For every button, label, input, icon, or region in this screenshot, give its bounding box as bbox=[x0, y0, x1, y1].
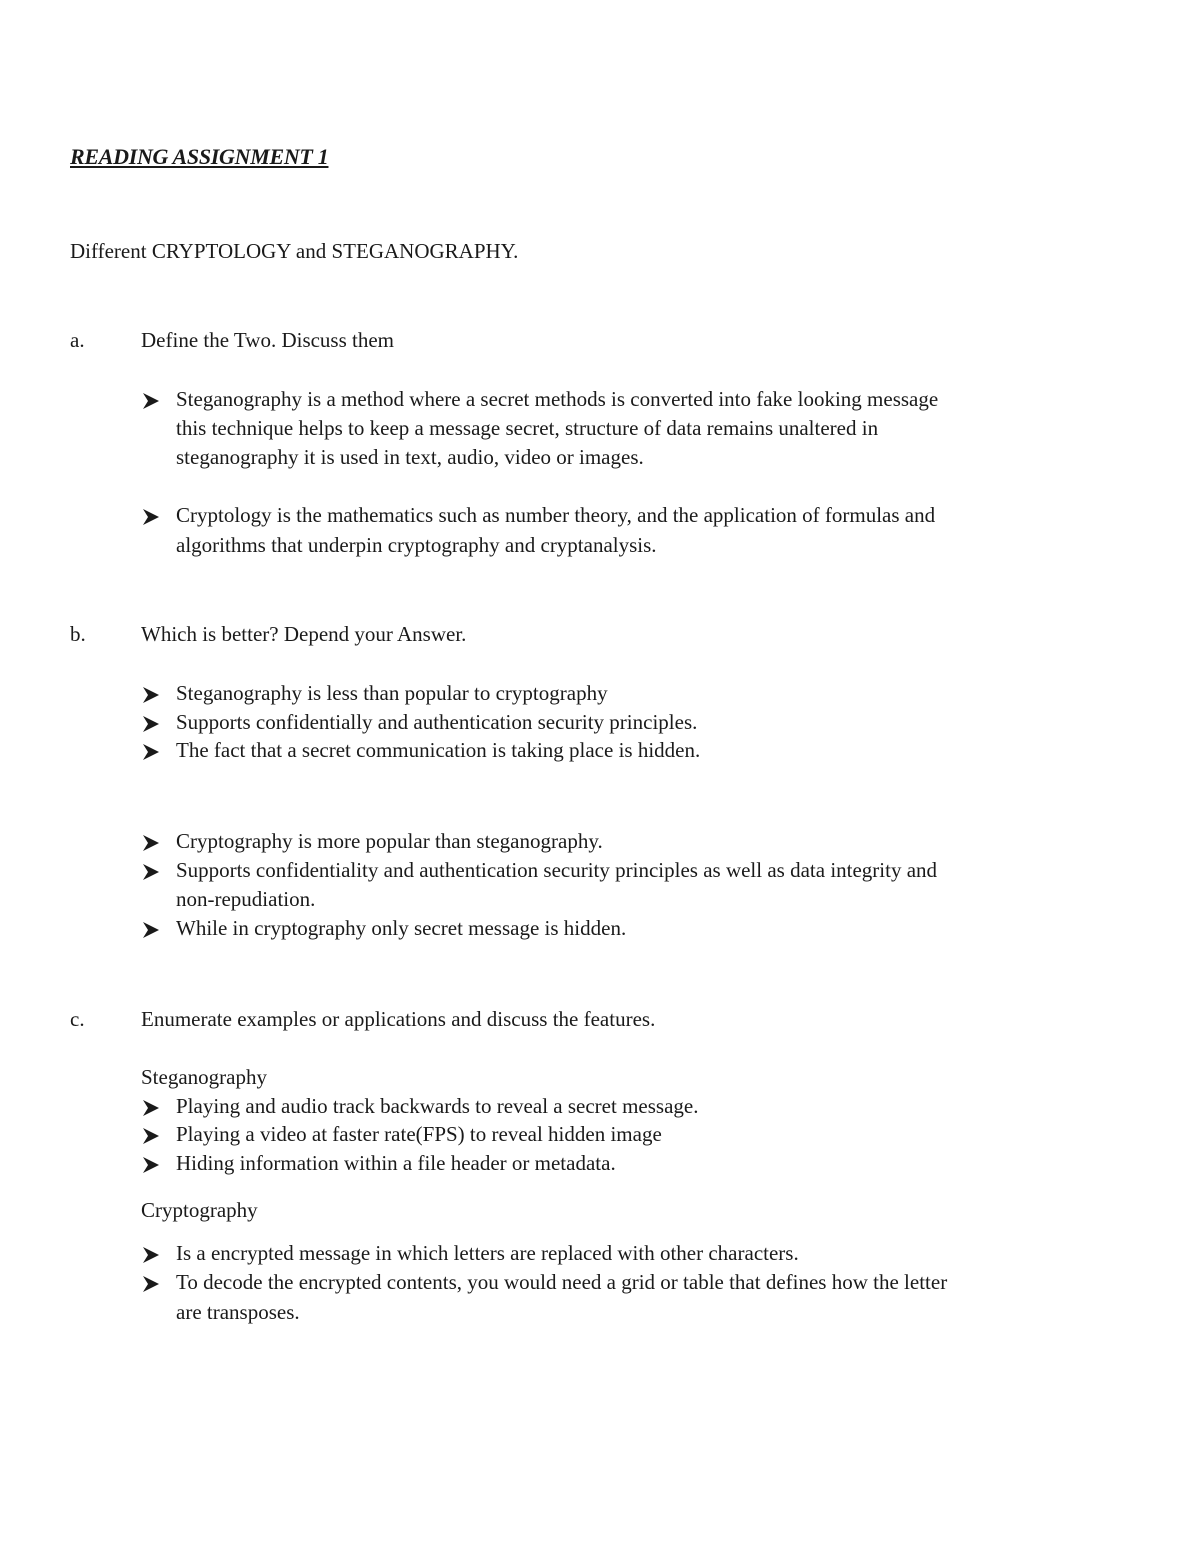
steganography-label: Steganography bbox=[141, 1065, 267, 1089]
arrowhead-bullet-icon bbox=[141, 507, 161, 527]
bullet-line: Cryptography is more popular than steganography. bbox=[176, 829, 603, 853]
arrowhead-bullet-icon bbox=[141, 1098, 161, 1118]
arrowhead-bullet-icon bbox=[141, 1126, 161, 1146]
bullet-line: Steganography is a method where a secret methods is converted into fake looking message bbox=[176, 387, 939, 411]
arrowhead-bullet-icon bbox=[141, 1245, 161, 1265]
arrowhead-bullet-icon bbox=[141, 714, 161, 734]
bullet-line: are transposes. bbox=[176, 1300, 300, 1324]
bullet-line: Playing a video at faster rate(FPS) to reveal hidden image bbox=[176, 1122, 662, 1146]
bullet-line: Playing and audio track backwards to reveal a secret message. bbox=[176, 1094, 699, 1118]
bullet-line: Steganography is less than popular to cryptography bbox=[176, 681, 608, 705]
bullet-line: To decode the encrypted contents, you would need a grid or table that defines how the letter bbox=[176, 1270, 948, 1294]
bullet-line: this technique helps to keep a message secret, structure of data remains unaltered in bbox=[176, 416, 879, 440]
section-a-marker: a. bbox=[70, 328, 85, 352]
document-subtitle: Different CRYPTOLOGY and STEGANOGRAPHY. bbox=[70, 239, 519, 263]
arrowhead-bullet-icon bbox=[141, 920, 161, 940]
arrowhead-bullet-icon bbox=[141, 391, 161, 411]
section-b-marker: b. bbox=[70, 622, 86, 646]
arrowhead-bullet-icon bbox=[141, 1274, 161, 1294]
arrowhead-bullet-icon bbox=[141, 1155, 161, 1175]
document-title: READING ASSIGNMENT 1 bbox=[70, 144, 329, 169]
bullet-line: non-repudiation. bbox=[176, 887, 316, 911]
section-c-marker: c. bbox=[70, 1007, 85, 1031]
bullet-line: While in cryptography only secret message is hidden. bbox=[176, 916, 627, 940]
bullet-line: The fact that a secret communication is taking place is hidden. bbox=[176, 738, 701, 762]
bullet-line: Supports confidentiality and authentication security principles as well as data integrity and bbox=[176, 858, 938, 882]
cryptography-label: Cryptography bbox=[141, 1198, 258, 1222]
arrowhead-bullet-icon bbox=[141, 862, 161, 882]
bullet-line: Hiding information within a file header or metadata. bbox=[176, 1151, 616, 1175]
bullet-line: algorithms that underpin cryptography and cryptanalysis. bbox=[176, 533, 657, 557]
arrowhead-bullet-icon bbox=[141, 742, 161, 762]
bullet-line: Is a encrypted message in which letters are replaced with other characters. bbox=[176, 1241, 799, 1265]
arrowhead-bullet-icon bbox=[141, 833, 161, 853]
arrowhead-bullet-icon bbox=[141, 685, 161, 705]
bullet-line: steganography it is used in text, audio, video or images. bbox=[176, 445, 644, 469]
section-b-heading: Which is better? Depend your Answer. bbox=[141, 622, 467, 646]
bullet-line: Supports confidentially and authentication security principles. bbox=[176, 710, 698, 734]
section-a-heading: Define the Two. Discuss them bbox=[141, 328, 395, 352]
section-c-heading: Enumerate examples or applications and discuss the features. bbox=[141, 1007, 656, 1031]
bullet-line: Cryptology is the mathematics such as number theory, and the application of formulas and bbox=[176, 503, 936, 527]
